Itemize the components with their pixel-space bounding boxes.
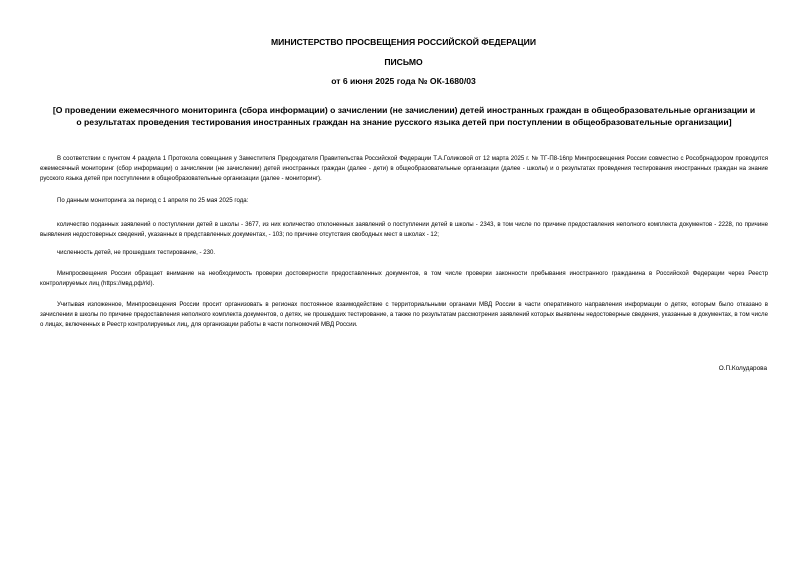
paragraph-statistics: количество поданных заявлений о поступлении детей в школы - 3677, из них количество отклоненных заявлений о поступлении детей в школы - 2343, в том числе по причине предоставления неполного комплекта документов - 2228, по причине выявления недостоверных сведений, указанных в представленных документах, - 103; по причине отсутствия свободных мест в школах - 12;	[40, 221, 768, 238]
paragraph-period: По данным мониторинга за период с 1 апреля по 25 мая 2025 года:	[57, 197, 249, 204]
document-type: ПИСЬМО	[384, 57, 423, 67]
subject-line-2: о результатах проведения тестирования иностранных граждан на знание русского языка детей при поступлении в общеобразовательные организации]	[76, 117, 732, 127]
ministry-heading: МИНИСТЕРСТВО ПРОСВЕЩЕНИЯ РОССИЙСКОЙ ФЕДЕРАЦИИ	[270, 37, 537, 47]
paragraph-testing: численность детей, не прошедших тестирование, - 230.	[57, 249, 216, 256]
document-date-number: от 6 июня 2025 года № ОК-1680/03	[331, 76, 476, 86]
subject-line-1: [О проведении ежемесячного мониторинга (сбора информации) о зачислении (не зачислении) детей иностранных граждан в общеобразовательные организации и	[52, 105, 756, 115]
paragraph-request: Учитывая изложенное, Минпросвещения России просит организовать в регионах постоянное взаимодействие с территориальными органами МВД России в части оперативного направления информации о детях, которым было отказано в зачислении в школы по причине предоставления неполного комплекта документов, о детях, не прошедших тестирование, а также по результатам рассмотрения заявлений которых выявлены недостоверные сведения, указанные в документах, в том числе о лицах, включенных в Реестр контролируемых лиц, для организации работы в части полномочий МВД России.	[40, 301, 768, 328]
paragraph-intro: В соответствии с пунктом 4 раздела 1 Протокола совещания у Заместителя Председателя Правительства Российской Федерации Т.А.Голиковой от 12 марта 2025 г. № ТГ-П8-16пр Минпросвещения России совместно с Рособрнадзором проводится ежемесячный мониторинг (сбор информации) о зачислении (не зачислении) детей иностранных граждан (далее - дети) в общеобразовательные организации (далее - школы) и о результатах проведения тестирования иностранных граждан на знание русского языка детей при поступлении в общеобразовательные организации (далее - мониторинг).	[40, 155, 768, 182]
paragraph-verification: Минпросвещения России обращает внимание на необходимость проверки достоверности предоставленных документов, в том числе проверки законности пребывания иностранного гражданина в Российской Федерации через Реестр контролируемых лиц (https://мвд.рф/rkl).	[40, 270, 768, 287]
signature: О.П.Колударова	[718, 365, 767, 372]
document-subject	[30, 104, 778, 128]
